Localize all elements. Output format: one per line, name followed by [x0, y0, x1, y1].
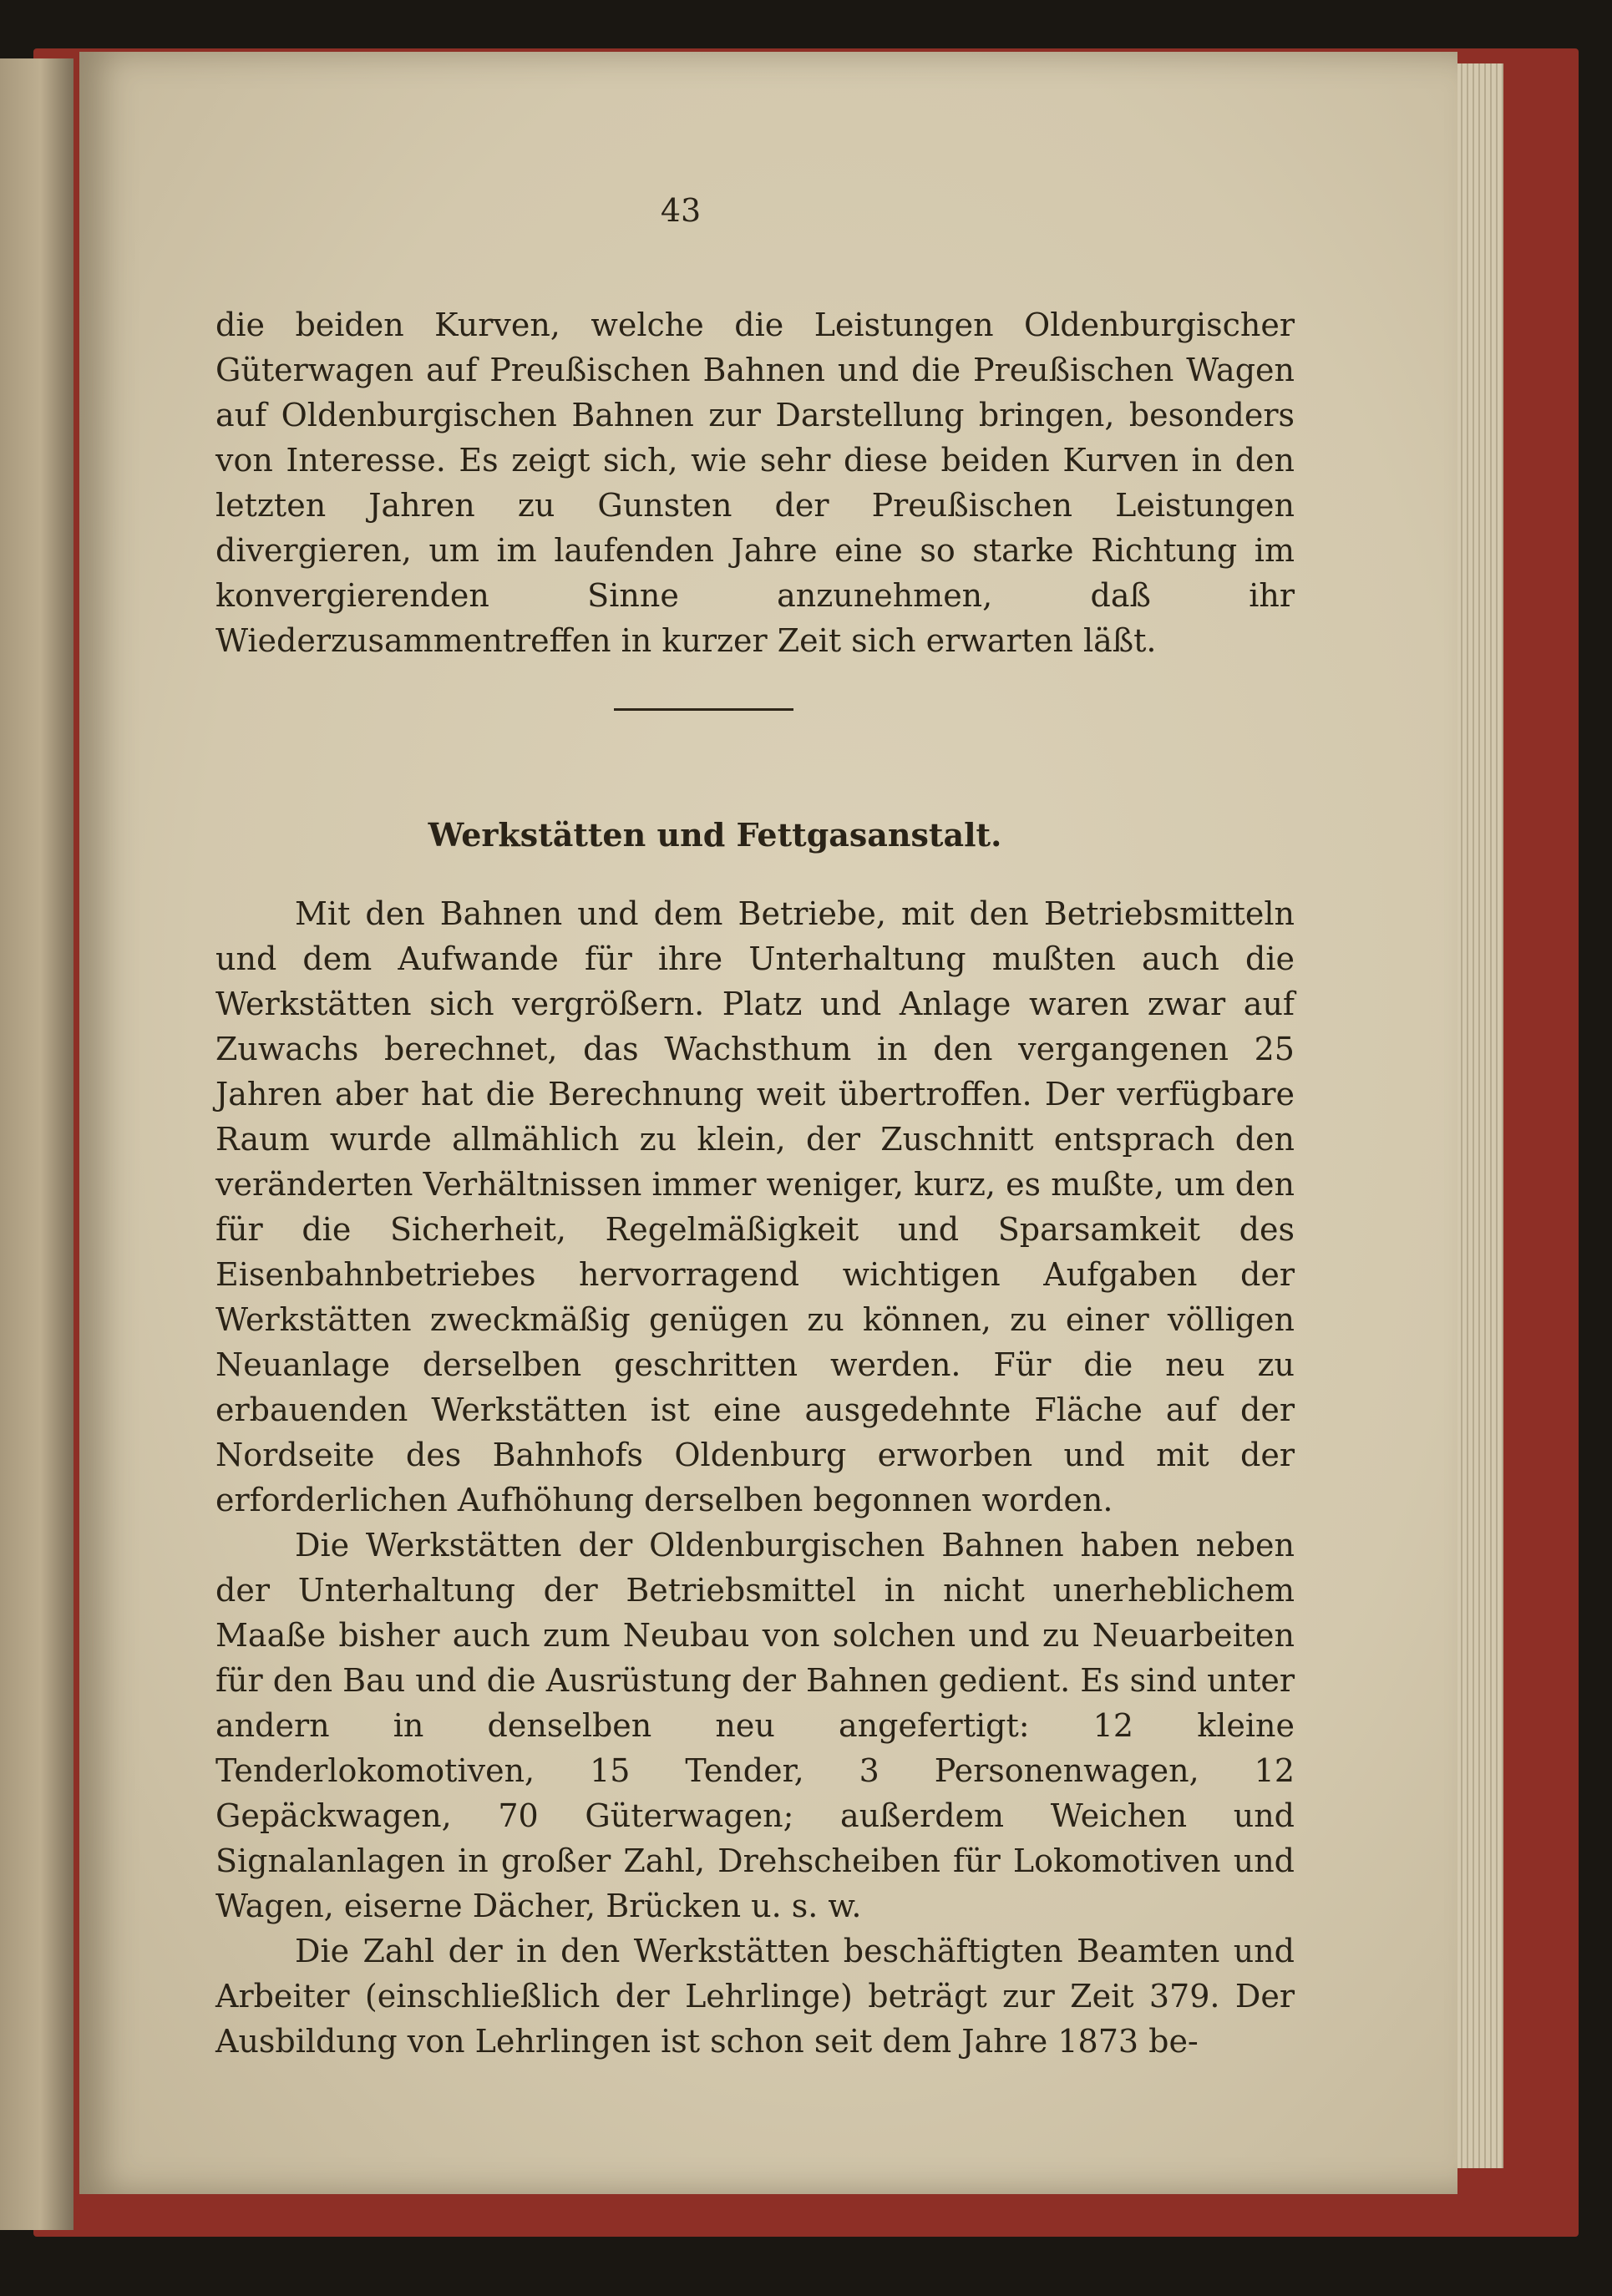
paragraph-1: Mit den Bahnen und dem Betriebe, mit den Betriebsmitteln und dem Aufwande für ihre Unterhaltung mußten auch die Werkstätten sich vergrößern. Platz und Anlage waren zwar auf Zuwachs berechnet, das Wachsthum in den vergangenen 25 Jahren aber hat die Berechnung weit übertroffen. Der verfügbare Raum wurde allmählich zu klein, der Zuschnitt entsprach den veränderten Verhältnissen immer weniger, kurz, es mußte, um den für die Sicherheit, Regelmäßigkeit und Sparsamkeit des Eisenbahnbetriebes hervorragend wichtigen Aufgaben der Werkstätten zweckmäßig genügen zu können, zu einer völligen Neuanlage derselben geschritten werden. Für die neu zu erbauenden Werkstätten ist eine ausgedehnte Fläche auf der Nordseite des Bahnhofs Oldenburg erworben und mit der erforderlichen Aufhöhung derselben begonnen worden.	[215, 895, 1295, 1518]
facing-page-edge	[0, 58, 74, 2230]
section-body	[215, 891, 1295, 2064]
book-page	[79, 52, 1457, 2194]
page-number: 43	[660, 192, 702, 229]
paragraph-2: Die Werkstätten der Oldenburgischen Bahnen haben neben der Unterhaltung der Betriebsmittel in nicht unerheblichem Maaße bisher auch zum Neubau von solchen und zu Neuarbeiten für den Bau und die Ausrüstung der Bahnen gedient. Es sind unter andern in denselben neu angefertigt: 12 kleine Tenderlokomotiven, 15 Tender, 3 Personenwagen, 12 Gepäckwagen, 70 Güterwagen; außerdem Weichen und Signalanlagen in großer Zahl, Drehscheiben für Lokomotiven und Wagen, eiserne Dächer, Brücken u. s. w.	[215, 1527, 1295, 1924]
paragraph-3: Die Zahl der in den Werkstätten beschäftigten Beamten und Arbeiter (einschließlich der Lehrlinge) beträgt zur Zeit 379. Der Ausbildung von Lehrlingen ist schon seit dem Jahre 1873 be-	[215, 1933, 1295, 2060]
intro-paragraph: die beiden Kurven, welche die Leistungen Oldenburgischer Güterwagen auf Preußischen Bahnen und die Preußischen Wagen auf Oldenburgischen Bahnen zur Darstellung bringen, besonders von Interesse. Es zeigt sich, wie sehr diese beiden Kurven in den letzten Jahren zu Gunsten der Preußischen Leistungen divergieren, um im laufenden Jahre eine so starke Richtung im konvergierenden Sinne anzunehmen, daß ihr Wiederzusammentreffen in kurzer Zeit sich erwarten läßt.	[215, 307, 1295, 659]
section-divider	[614, 708, 793, 711]
intro-text-block	[215, 302, 1295, 663]
section-heading: Werkstätten und Fettgasanstalt.	[428, 816, 1002, 854]
